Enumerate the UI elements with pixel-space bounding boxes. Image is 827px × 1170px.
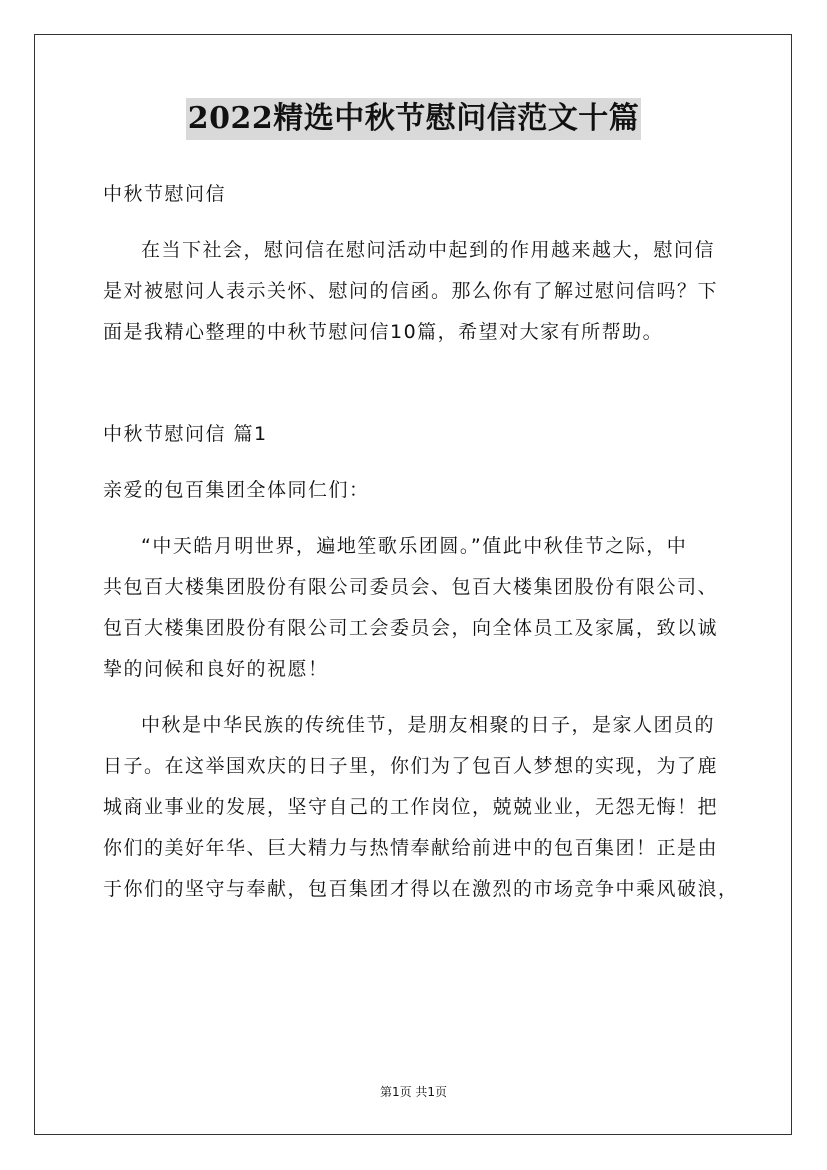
article-heading: 中秋节慰问信 篇1 <box>103 423 268 445</box>
paragraph-line: 城商业事业的发展，坚守自己的工作岗位，兢兢业业，无怨无悔！把 <box>103 796 719 818</box>
paragraph-line: 挚的问候和良好的祝愿！ <box>103 658 329 680</box>
paragraph-line: “中天皓月明世界，遍地笙歌乐团圆。”值此中秋佳节之际，中 <box>141 535 688 557</box>
title-container <box>0 98 827 140</box>
paragraph-line: 日子。在这举国欢庆的日子里，你们为了包百人梦想的实现，为了鹿 <box>103 755 719 777</box>
intro-line: 面是我精心整理的中秋节慰问信10篇，希望对大家有所帮助。 <box>103 321 664 343</box>
spacer <box>103 368 728 414</box>
paragraph-line: 你们的美好年华、巨大精力与热情奉献给前进中的包百集团！正是由 <box>103 837 719 859</box>
intro-line: 是对被慰问人表示关怀、慰问的信函。那么你有了解过慰问信吗？下 <box>103 280 719 302</box>
page-footer: 第1页 共1页 <box>379 1085 448 1099</box>
paragraph-line: 包百大楼集团股份有限公司工会委员会，向全体员工及家属，致以诚 <box>103 617 719 639</box>
document-title: 2022精选中秋节慰问信范文十篇 <box>186 98 642 140</box>
paragraph-line: 于你们的坚守与奉献，包百集团才得以在激烈的市场竞争中乘风破浪， <box>103 878 739 900</box>
salutation: 亲爱的包百集团全体同仁们： <box>103 479 370 501</box>
paragraph <box>103 705 739 910</box>
paragraph <box>103 526 728 690</box>
paragraph-line: 共包百大楼集团股份有限公司委员会、包百大楼集团股份有限公司、 <box>103 576 719 598</box>
document-body <box>103 174 739 925</box>
intro-line: 在当下社会，慰问信在慰问活动中起到的作用越来越大，慰问信 <box>141 239 716 261</box>
paragraph-line: 中秋是中华民族的传统佳节，是朋友相聚的日子，是家人团员的 <box>141 714 716 736</box>
intro-paragraph <box>103 230 728 353</box>
section-label: 中秋节慰问信 <box>103 183 227 205</box>
